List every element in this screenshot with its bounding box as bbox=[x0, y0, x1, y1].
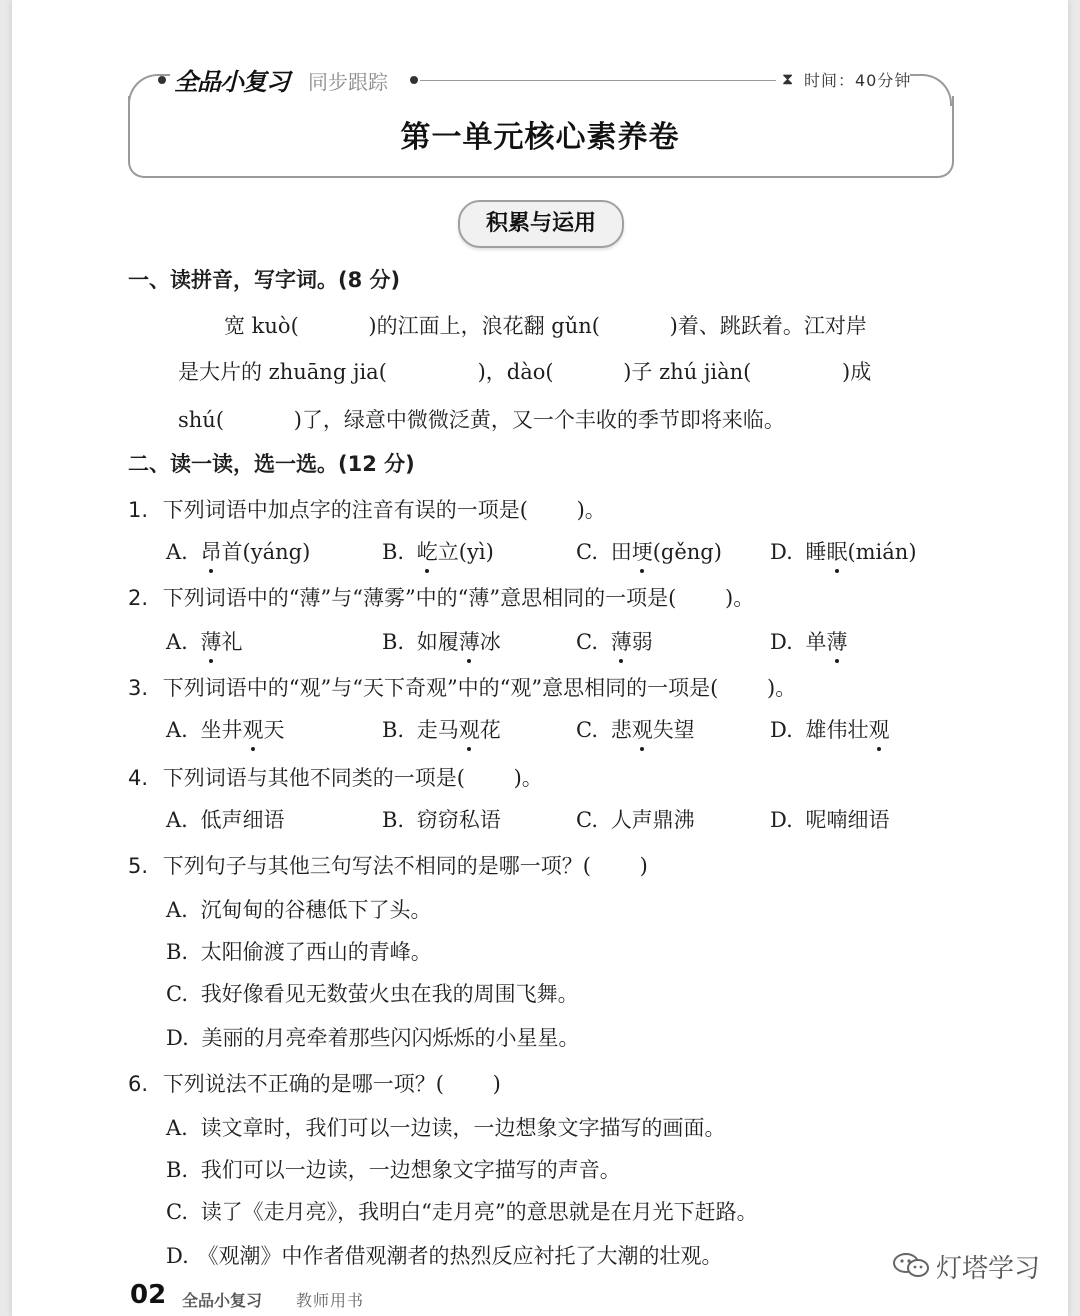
q4-option-d bbox=[770, 804, 889, 834]
q5-option-a bbox=[166, 894, 432, 924]
option-text: 《观潮》中作者借观潮者的热烈反应衬托了大潮的壮观。 bbox=[197, 1244, 723, 1268]
option-text: 窃窃私语 bbox=[416, 808, 501, 832]
q1-option-b bbox=[382, 536, 494, 566]
question-text: 下列词语与其他不同类的一项是( )。 bbox=[162, 766, 543, 790]
question-6 bbox=[128, 1068, 501, 1098]
header-rule bbox=[420, 80, 776, 81]
option-letter: B. bbox=[166, 1158, 189, 1182]
question-number: 3. bbox=[128, 676, 149, 700]
question-text: 下列词语中加点字的注音有误的一项是( )。 bbox=[162, 498, 606, 522]
option-text-pre: 走马 bbox=[416, 718, 459, 742]
option-letter: B. bbox=[382, 808, 405, 832]
q6-option-a bbox=[166, 1112, 726, 1142]
question-text: 下列词语中的“薄”与“薄雾”中的“薄”意思相同的一项是( )。 bbox=[162, 586, 755, 610]
dotted-char: 昂 bbox=[201, 536, 222, 566]
q3-option-c bbox=[576, 714, 695, 744]
q5-option-c bbox=[166, 978, 579, 1008]
dotted-char: 观 bbox=[868, 714, 889, 744]
option-letter: B. bbox=[382, 718, 405, 742]
question-number: 6. bbox=[128, 1072, 149, 1096]
q3-option-a bbox=[166, 714, 285, 744]
question-number: 1. bbox=[128, 498, 149, 522]
option-text-post: 失望 bbox=[652, 718, 695, 742]
hourglass-icon: ⧗ bbox=[782, 69, 794, 88]
option-letter: D. bbox=[166, 1026, 189, 1050]
option-letter: C. bbox=[576, 540, 598, 564]
q2-option-a bbox=[166, 626, 243, 656]
option-text-post: (mián) bbox=[847, 540, 917, 564]
question-1 bbox=[128, 494, 606, 524]
dotted-char: 观 bbox=[632, 714, 653, 744]
dotted-char: 薄 bbox=[826, 626, 847, 656]
header-dot-left bbox=[158, 76, 166, 84]
dotted-char: 埂 bbox=[632, 536, 653, 566]
wechat-icon bbox=[892, 1252, 932, 1278]
option-text-pre: 田 bbox=[610, 540, 632, 564]
page-number: 02 bbox=[130, 1280, 167, 1310]
option-letter: B. bbox=[166, 940, 189, 964]
option-letter: A. bbox=[166, 630, 188, 654]
question-number: 4. bbox=[128, 766, 149, 790]
option-letter: A. bbox=[166, 808, 188, 832]
option-text-post: 冰 bbox=[479, 630, 501, 654]
option-letter: B. bbox=[382, 540, 405, 564]
option-text-pre: 如履 bbox=[416, 630, 459, 654]
option-text: 太阳偷渡了西山的青峰。 bbox=[200, 940, 432, 964]
q4-option-c bbox=[576, 804, 695, 834]
question-text: 下列词语中的“观”与“天下奇观”中的“观”意思相同的一项是( )。 bbox=[162, 676, 797, 700]
question-2 bbox=[128, 582, 754, 612]
option-letter: C. bbox=[576, 630, 598, 654]
option-letter: C. bbox=[166, 982, 188, 1006]
question-text: 下列说法不正确的是哪一项？( ) bbox=[162, 1072, 501, 1096]
question-5 bbox=[128, 850, 648, 880]
section-pill: 积累与运用 bbox=[458, 200, 624, 248]
option-letter: A. bbox=[166, 718, 188, 742]
option-letter: A. bbox=[166, 1116, 188, 1140]
option-letter: D. bbox=[770, 630, 793, 654]
footer-role: 教师用书 bbox=[296, 1291, 365, 1310]
option-text: 人声鼎沸 bbox=[610, 808, 695, 832]
q6-option-b bbox=[166, 1154, 621, 1184]
dotted-char: 观 bbox=[243, 714, 264, 744]
option-letter: B. bbox=[382, 630, 405, 654]
question-number: 2. bbox=[128, 586, 149, 610]
option-text: 我好像看见无数萤火虫在我的周围飞舞。 bbox=[200, 982, 579, 1006]
q6-option-d bbox=[166, 1240, 722, 1270]
option-letter: A. bbox=[166, 540, 188, 564]
option-text: 沉甸甸的谷穗低下了头。 bbox=[200, 898, 432, 922]
option-text-pre: 睡 bbox=[805, 540, 827, 564]
q3-option-d bbox=[770, 714, 889, 744]
part1-heading: 一、读拼音，写字词。(8 分) bbox=[128, 268, 401, 292]
q3-option-b bbox=[382, 714, 501, 744]
option-letter: D. bbox=[770, 718, 793, 742]
q2-option-d bbox=[770, 626, 847, 656]
option-text: 读了《走月亮》，我明白“走月亮”的意思就是在月光下赶路。 bbox=[200, 1200, 758, 1224]
brand-subtitle: 同步跟踪 bbox=[308, 70, 388, 94]
option-letter: D. bbox=[770, 540, 793, 564]
worksheet-page bbox=[12, 0, 1068, 1316]
dotted-char: 屹 bbox=[417, 536, 438, 566]
dotted-char: 眠 bbox=[826, 536, 847, 566]
option-text-pre: 雄伟壮 bbox=[805, 718, 869, 742]
part2-heading: 二、读一读，选一选。(12 分) bbox=[128, 452, 415, 476]
dotted-char: 薄 bbox=[201, 626, 222, 656]
timer-label: 时间：40分钟 bbox=[804, 71, 912, 90]
dotted-char: 观 bbox=[459, 714, 480, 744]
page-title: 第一单元核心素养卷 bbox=[400, 120, 680, 155]
q2-option-b bbox=[382, 626, 501, 656]
option-text: 低声细语 bbox=[200, 808, 285, 832]
option-letter: D. bbox=[770, 808, 793, 832]
question-3 bbox=[128, 672, 796, 702]
option-text: 我们可以一边读，一边想象文字描写的声音。 bbox=[200, 1158, 621, 1182]
option-text: 读文章时，我们可以一边读，一边想象文字描写的画面。 bbox=[200, 1116, 726, 1140]
option-letter: D. bbox=[166, 1244, 189, 1268]
brand-logo: 全品小复习 bbox=[174, 68, 289, 96]
q4-option-a bbox=[166, 804, 285, 834]
q4-option-b bbox=[382, 804, 501, 834]
q5-option-b bbox=[166, 936, 432, 966]
option-text-pre: 悲 bbox=[610, 718, 632, 742]
dotted-char: 薄 bbox=[611, 626, 632, 656]
header-dot-right bbox=[410, 76, 418, 84]
dotted-char: 薄 bbox=[459, 626, 480, 656]
option-text-post: 立(yì) bbox=[437, 540, 494, 564]
option-letter: C. bbox=[576, 718, 598, 742]
option-text-post: 天 bbox=[263, 718, 285, 742]
option-letter: C. bbox=[576, 808, 598, 832]
q1-option-d bbox=[770, 536, 917, 566]
option-letter: A. bbox=[166, 898, 188, 922]
option-text: 美丽的月亮牵着那些闪闪烁烁的小星星。 bbox=[201, 1026, 580, 1050]
part1-line-2: 是大片的 zhuāng jia( )，dào( )子 zhú jiàn( )成 bbox=[178, 360, 872, 384]
option-text-post: 首(yáng) bbox=[221, 540, 311, 564]
question-number: 5. bbox=[128, 854, 149, 878]
watermark-text: 灯塔学习 bbox=[936, 1254, 1041, 1284]
q2-option-c bbox=[576, 626, 653, 656]
part1-line-1: 宽 kuò( )的江面上，浪花翻 gǔn( )着、跳跃着。江对岸 bbox=[224, 314, 867, 338]
option-letter: C. bbox=[166, 1200, 188, 1224]
option-text-pre: 单 bbox=[805, 630, 827, 654]
q1-option-c bbox=[576, 536, 722, 566]
part1-line-3: shú( )了，绿意中微微泛黄，又一个丰收的季节即将来临。 bbox=[178, 408, 785, 432]
option-text: 呢喃细语 bbox=[805, 808, 890, 832]
option-text-pre: 坐井 bbox=[200, 718, 243, 742]
q6-option-c bbox=[166, 1196, 758, 1226]
option-text-post: 礼 bbox=[221, 630, 243, 654]
footer-brand: 全品小复习 bbox=[182, 1291, 263, 1310]
option-text-post: 弱 bbox=[631, 630, 653, 654]
q5-option-d bbox=[166, 1022, 579, 1052]
question-text: 下列句子与其他三句写法不相同的是哪一项？( ) bbox=[162, 854, 648, 878]
option-text-post: 花 bbox=[479, 718, 501, 742]
option-text-post: (gěng) bbox=[652, 540, 722, 564]
question-4 bbox=[128, 762, 543, 792]
q1-option-a bbox=[166, 536, 310, 566]
